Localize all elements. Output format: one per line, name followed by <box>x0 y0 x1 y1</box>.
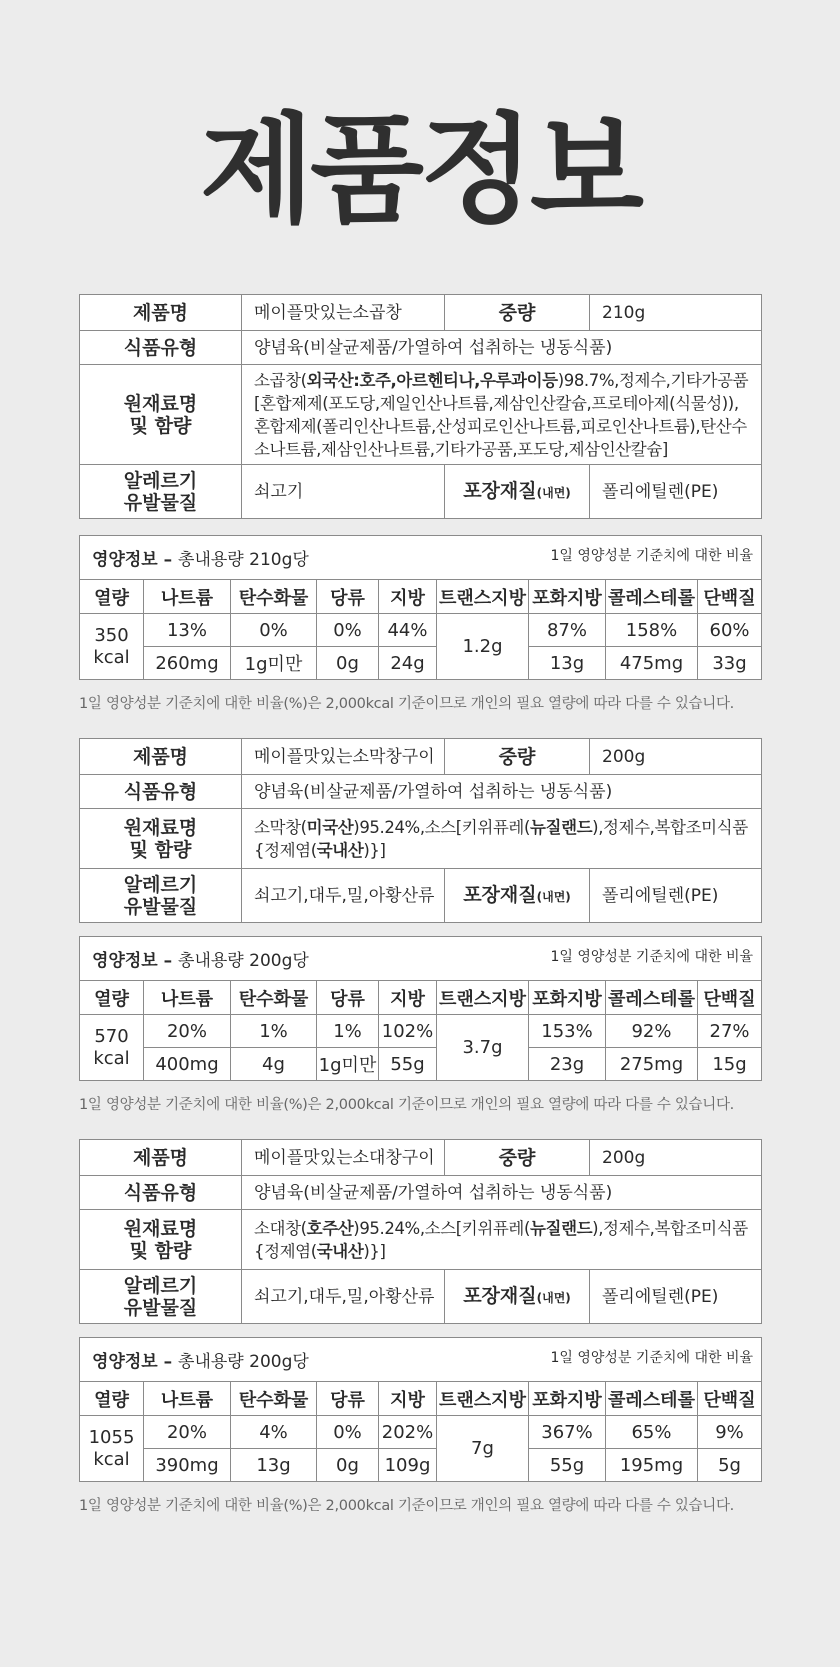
footnote-3: 1일 영양성분 기준치에 대한 비율(%)은 2,000kcal 기준이므로 개인의 필요 열량에 따라 다를 수 있습니다. <box>79 1498 734 1514</box>
col-sat-fat: 포화지방 <box>529 580 606 614</box>
daily-ratio-label: 1일 영양성분 기준치에 대한 비율 <box>550 949 754 965</box>
col-sodium: 나트륨 <box>144 981 231 1015</box>
col-carbs: 탄수화물 <box>231 580 317 614</box>
col-carbs: 탄수화물 <box>231 1382 317 1416</box>
footnote-2: 1일 영양성분 기준치에 대한 비율(%)은 2,000kcal 기준이므로 개인의 필요 열량에 따라 다를 수 있습니다. <box>79 1097 734 1113</box>
amt-sat-fat: 13g <box>529 647 606 680</box>
food-type-value: 양념육(비살균제품/가열하여 섭취하는 냉동식품) <box>242 1176 762 1210</box>
allergen-value: 쇠고기,대두,밀,아황산류 <box>242 1270 445 1324</box>
pct-fat: 102% <box>379 1015 437 1048</box>
col-kcal: 열량 <box>80 580 144 614</box>
col-fat: 지방 <box>379 580 437 614</box>
col-sat-fat: 포화지방 <box>529 981 606 1015</box>
kcal-cell: 350 kcal <box>80 614 144 680</box>
amt-trans-fat: 1.2g <box>437 614 529 680</box>
daily-ratio-label: 1일 영양성분 기준치에 대한 비율 <box>550 1350 754 1366</box>
col-sat-fat: 포화지방 <box>529 1382 606 1416</box>
nutrition-header: 영양정보 – 총내용량 210g당 1일 영양성분 기준치에 대한 비율 <box>80 536 762 580</box>
col-sugar: 당류 <box>317 580 379 614</box>
packaging-value: 폴리에틸렌(PE) <box>590 465 762 519</box>
pct-carbs: 0% <box>231 614 317 647</box>
col-trans-fat: 트랜스지방 <box>437 580 529 614</box>
ingredients-value: 소곱창(외국산:호주,아르헨티나,우루과이등)98.7%,정제수,기타가공품 [혼합제제(포도당,제일인산나트륨,제삼인산칼슘,프로테아제(식물성)), 혼합제제(폴리인산나트륨,산성피로인산나트륨,피로인산나트륨),탄산수 소나트륨,제삼인산나트륨,기타가공품,포도당,제삼인산칼슘] <box>242 365 762 465</box>
col-trans-fat: 트랜스지방 <box>437 1382 529 1416</box>
col-cholesterol: 콜레스테롤 <box>606 580 698 614</box>
food-type-value: 양념육(비살균제품/가열하여 섭취하는 냉동식품) <box>242 331 762 365</box>
pct-sugar: 1% <box>317 1015 379 1048</box>
col-carbs: 탄수화물 <box>231 981 317 1015</box>
amt-carbs: 4g <box>231 1048 317 1081</box>
pct-protein: 27% <box>698 1015 762 1048</box>
nutrition-header: 영양정보 – 총내용량 200g당 1일 영양성분 기준치에 대한 비율 <box>80 937 762 981</box>
col-protein: 단백질 <box>698 981 762 1015</box>
col-protein: 단백질 <box>698 580 762 614</box>
allergen-value: 쇠고기 <box>242 465 445 519</box>
packaging-value: 폴리에틸렌(PE) <box>590 1270 762 1324</box>
label-allergen: 알레르기 유발물질 <box>80 465 242 519</box>
nutrition-header: 영양정보 – 총내용량 200g당 1일 영양성분 기준치에 대한 비율 <box>80 1338 762 1382</box>
nutrition-table-1 <box>79 535 762 680</box>
col-kcal: 열량 <box>80 1382 144 1416</box>
amt-sodium: 260mg <box>144 647 231 680</box>
col-protein: 단백질 <box>698 1382 762 1416</box>
amt-protein: 15g <box>698 1048 762 1081</box>
amt-carbs: 13g <box>231 1449 317 1482</box>
pct-sat-fat: 153% <box>529 1015 606 1048</box>
product-info-table-3 <box>79 1139 762 1324</box>
pct-cholesterol: 158% <box>606 614 698 647</box>
nutrition-table-3 <box>79 1337 762 1482</box>
amt-protein: 33g <box>698 647 762 680</box>
pct-cholesterol: 65% <box>606 1416 698 1449</box>
kcal-cell: 570 kcal <box>80 1015 144 1081</box>
pct-sodium: 20% <box>144 1416 231 1449</box>
amt-sugar: 0g <box>317 1449 379 1482</box>
nutrition-table-2 <box>79 936 762 1081</box>
amt-carbs: 1g미만 <box>231 647 317 680</box>
product-name-value: 메이플맛있는소막창구이 <box>242 739 445 775</box>
product-info-table-1 <box>79 294 762 519</box>
label-allergen: 알레르기 유발물질 <box>80 1270 242 1324</box>
pct-fat: 202% <box>379 1416 437 1449</box>
pct-carbs: 1% <box>231 1015 317 1048</box>
pct-fat: 44% <box>379 614 437 647</box>
col-fat: 지방 <box>379 981 437 1015</box>
amt-cholesterol: 275mg <box>606 1048 698 1081</box>
label-ingredients: 원재료명 및 함량 <box>80 809 242 869</box>
pct-protein: 9% <box>698 1416 762 1449</box>
label-weight: 중량 <box>445 295 590 331</box>
amt-fat: 109g <box>379 1449 437 1482</box>
col-sugar: 당류 <box>317 1382 379 1416</box>
pct-sugar: 0% <box>317 614 379 647</box>
amt-sodium: 390mg <box>144 1449 231 1482</box>
amt-sugar: 1g미만 <box>317 1048 379 1081</box>
pct-cholesterol: 92% <box>606 1015 698 1048</box>
footnote-1: 1일 영양성분 기준치에 대한 비율(%)은 2,000kcal 기준이므로 개인의 필요 열량에 따라 다를 수 있습니다. <box>79 696 734 712</box>
amt-sodium: 400mg <box>144 1048 231 1081</box>
allergen-value: 쇠고기,대두,밀,아황산류 <box>242 869 445 923</box>
label-food-type: 식품유형 <box>80 775 242 809</box>
label-allergen: 알레르기 유발물질 <box>80 869 242 923</box>
label-product-name: 제품명 <box>80 1140 242 1176</box>
page-title: 제품정보 <box>200 101 640 239</box>
label-ingredients: 원재료명 및 함량 <box>80 1210 242 1270</box>
pct-sodium: 20% <box>144 1015 231 1048</box>
product-name-value: 메이플맛있는소대창구이 <box>242 1140 445 1176</box>
label-packaging: 포장재질(내면) <box>445 1270 590 1324</box>
pct-protein: 60% <box>698 614 762 647</box>
label-food-type: 식품유형 <box>80 331 242 365</box>
amt-sat-fat: 23g <box>529 1048 606 1081</box>
food-type-value: 양념육(비살균제품/가열하여 섭취하는 냉동식품) <box>242 775 762 809</box>
pct-sodium: 13% <box>144 614 231 647</box>
product-info-table-2 <box>79 738 762 923</box>
label-product-name: 제품명 <box>80 739 242 775</box>
weight-value: 200g <box>590 1140 762 1176</box>
amt-trans-fat: 3.7g <box>437 1015 529 1081</box>
label-food-type: 식품유형 <box>80 1176 242 1210</box>
amt-fat: 24g <box>379 647 437 680</box>
pct-sat-fat: 87% <box>529 614 606 647</box>
pct-sugar: 0% <box>317 1416 379 1449</box>
col-cholesterol: 콜레스테롤 <box>606 981 698 1015</box>
amt-trans-fat: 7g <box>437 1416 529 1482</box>
label-product-name: 제품명 <box>80 295 242 331</box>
col-trans-fat: 트랜스지방 <box>437 981 529 1015</box>
label-packaging: 포장재질(내면) <box>445 869 590 923</box>
amt-protein: 5g <box>698 1449 762 1482</box>
packaging-value: 폴리에틸렌(PE) <box>590 869 762 923</box>
label-weight: 중량 <box>445 739 590 775</box>
kcal-cell: 1055 kcal <box>80 1416 144 1482</box>
pct-carbs: 4% <box>231 1416 317 1449</box>
col-cholesterol: 콜레스테롤 <box>606 1382 698 1416</box>
serving-size: 총내용량 210g당 <box>178 550 309 570</box>
amt-sugar: 0g <box>317 647 379 680</box>
serving-size: 총내용량 200g당 <box>178 1352 309 1372</box>
serving-size: 총내용량 200g당 <box>178 951 309 971</box>
col-fat: 지방 <box>379 1382 437 1416</box>
label-weight: 중량 <box>445 1140 590 1176</box>
amt-sat-fat: 55g <box>529 1449 606 1482</box>
daily-ratio-label: 1일 영양성분 기준치에 대한 비율 <box>550 548 754 564</box>
col-sodium: 나트륨 <box>144 580 231 614</box>
amt-fat: 55g <box>379 1048 437 1081</box>
weight-value: 210g <box>590 295 762 331</box>
amt-cholesterol: 475mg <box>606 647 698 680</box>
amt-cholesterol: 195mg <box>606 1449 698 1482</box>
label-ingredients: 원재료명 및 함량 <box>80 365 242 465</box>
ingredients-value: 소막창(미국산)95.24%,소스[키위퓨레(뉴질랜드),정제수,복합조미식품 {정제염(국내산)}] <box>242 809 762 869</box>
weight-value: 200g <box>590 739 762 775</box>
col-kcal: 열량 <box>80 981 144 1015</box>
label-packaging: 포장재질(내면) <box>445 465 590 519</box>
col-sugar: 당류 <box>317 981 379 1015</box>
pct-sat-fat: 367% <box>529 1416 606 1449</box>
product-name-value: 메이플맛있는소곱창 <box>242 295 445 331</box>
col-sodium: 나트륨 <box>144 1382 231 1416</box>
ingredients-value: 소대창(호주산)95.24%,소스[키위퓨레(뉴질랜드),정제수,복합조미식품 {정제염(국내산)}] <box>242 1210 762 1270</box>
